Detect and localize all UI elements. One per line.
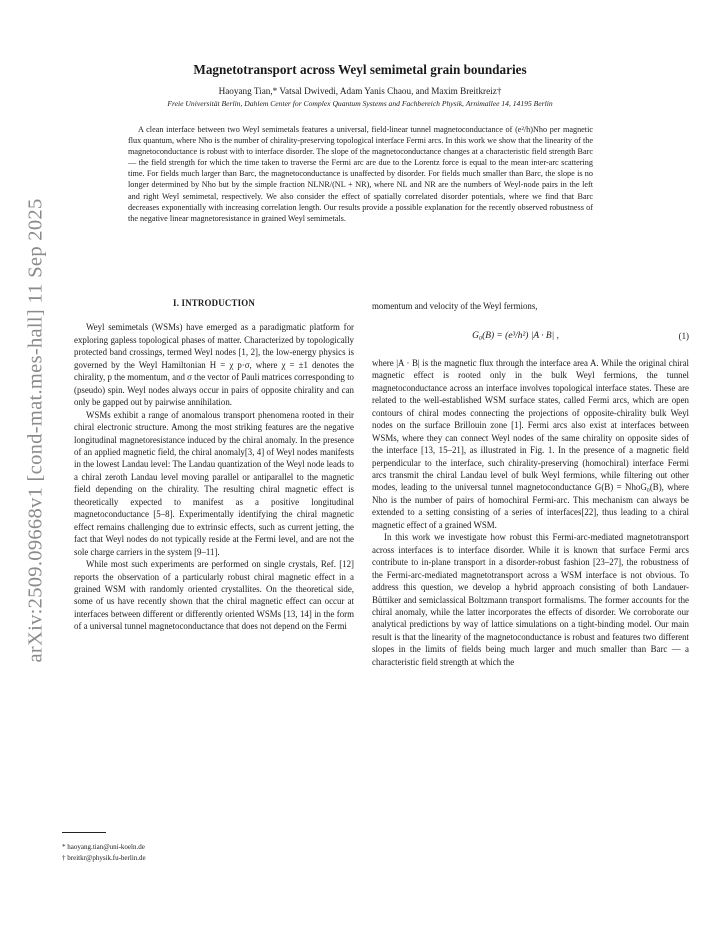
paragraph: where |A · B| is the magnetic flux through the interface area A. While the original chiral magnetic effect is rooted only in the bulk Weyl fermions, the tunnel magnetoconductance across an interface involves topological interface states. These are related to the well-established WSM surface states, called Fermi arcs, which are open contours of chiral modes connecting the projections of opposite-chirality bulk Weyl nodes on the surface Brillouin zone [1]. Fermi arcs also exist at interfaces between WSMs, where they can connect Weyl nodes of the same chirality on opposite sides of the interface [13, 15–21], as illustrated in Fig. 1. In the presence of a magnetic field perpendicular to the interface, such chirality-preserving (homochiral) interface Fermi arcs transmit the chiral Landau level of bulk Weyl fermions, while filtering out other modes, leading to the universal tunnel magnetoconductance G(B) = NhoG₀(B), where Nho is the number of pairs of homochiral Fermi-arc. This mechanism can always be extended to a setting consisting of a series of interfaces[22], thus leading to a chiral magnetic effect of a grained WSM. — [372, 357, 689, 530]
footnote: * haoyang.tian@uni-koeln.de — [62, 843, 145, 851]
abstract: A clean interface between two Weyl semimetals features a universal, field-linear tunnel magnetoconductance of (e²/h)Nho per magnetic flux quantum, where Nho is the number of chirality-preserving topological interface Fermi arcs. In this work we show that the linearity of the magnetoconductance is robust with to interface disorder. The slope of the magnetoconductance changes at a characteristic field strength Barc — the field strength for which the time taken to traverse the Fermi arc are due to the Lorentz force is equal to the mean inter-arc scattering time. For fields much larger than Barc, the magnetoconductance is unaffected by disorder. For fields much smaller than Barc, the slope is no longer determined by Nho but by the simple fraction NLNR/(NL + NR), where NL and NR are the numbers of Weyl-node pairs in the left and right Weyl semimetal, respectively. We also consider the effect of spatially correlated disorder potentials, where we find that Barc decreases exponentially with increasing correlation length. Our results provide a possible explanation for the recently observed robustness of the negative linear magnetoresistance in grained Weyl semimetals. — [128, 125, 593, 223]
paper-title: Magnetotransport across Weyl semimetal grain boundaries — [193, 62, 527, 77]
arxiv-id-text: arXiv:2509.09668v1 [cond-mat.mes-hall] 11 Sep 2025 — [24, 197, 47, 663]
paragraph-continuation: momentum and velocity of the Weyl fermions, — [372, 301, 538, 311]
affiliation: Freie Universität Berlin, Dahlem Center for Complex Quantum Systems and Fachbereich Physik, Arnimallee 14, 14195 Berlin — [167, 99, 553, 108]
footnotes — [62, 828, 322, 864]
equation-body: G₀(B) = (e³/h²) |A · B| , — [472, 331, 559, 342]
left-column — [74, 297, 354, 633]
paragraph: In this work we investigate how robust this Fermi-arc-mediated magnetotransport across interfaces is to interface disorder. While it is known that surface Fermi arcs contribute to in-plane transport in a disorder-robust fashion [23–27], the robustness of the Fermi-arc-mediated magnetotransport across a WSM interface is not obvious. To address this question, we develop a hybrid approach consisting of both Landauer-Büttiker and semiclassical Boltzmann transport formalisms. The former accounts for the chiral anomaly, while the latter incorporates the effects of disorder. We corroborate our analytical predictions by way of lattice simulations on a tight-binding model. Our main result is that the linearity of the magnetoconductance is robust and features two different slopes in the limits of fields being much larger and much smaller than Barc — a characteristic field strength at which the — [372, 532, 689, 667]
section-heading: I. INTRODUCTION — [173, 298, 255, 308]
right-column — [372, 300, 689, 668]
footnote: † breitkr@physik.fu-berlin.de — [62, 854, 146, 862]
equation-1 — [372, 330, 689, 342]
arxiv-identifier — [4, 180, 68, 680]
paragraph: WSMs exhibit a range of anomalous transport phenomena rooted in their chiral electronic structure. Among the most striking features are the negative longitudinal magnetoresistance induced by the chiral anomaly. In the presence of an applied magnetic field, the chiral anomaly[3, 4] of Weyl nodes manifests in the lowest Landau level: The Landau quantization of the Weyl node leads to a chiral zeroth Landau level moving parallel or antiparallel to the magnetic field depending on the chirality. The resulting chiral magnetic effect is theoretically expected to manifest as a positive longitudinal magnetoconductance [5–8]. Experimentally identifying the chiral magnetic effect remains challenging due to extrinsic effects, such as current jetting, the fact that Weyl nodes do not typically reside at the Fermi level, and are not the sole charge carriers in the system [9–11]. — [74, 409, 354, 557]
equation-number: (1) — [678, 331, 689, 342]
author-list: Haoyang Tian,* Vatsal Dwivedi, Adam Yanis Chaou, and Maxim Breitkreiz† — [218, 86, 502, 96]
paragraph: Weyl semimetals (WSMs) have emerged as a paradigmatic platform for exploring gapless topological phases of matter. Characterized by topologically protected band crossings, termed Weyl nodes [1, 2], the low-energy physics is governed by the Weyl Hamiltonian H = χ p·σ, where χ = ±1 denotes the chirality, p the momentum, and σ the vector of Pauli matrices corresponding to (pseudo) spin. Weyl nodes always occur in pairs of opposite chirality and can only be gapped out by pairwise annihilation. — [74, 322, 354, 408]
paragraph: While most such experiments are performed on single crystals, Ref. [12] reports the observation of a particularly robust chiral magnetic effect in a grained WSM with randomly oriented crystallites. On the theoretical side, some of us have recently shown that the chiral magnetic effect can occur at interfaces between different or differently oriented WSMs [13, 14] in the form of a universal tunnel magnetoconductance that does not depend on the Fermi — [74, 559, 354, 632]
